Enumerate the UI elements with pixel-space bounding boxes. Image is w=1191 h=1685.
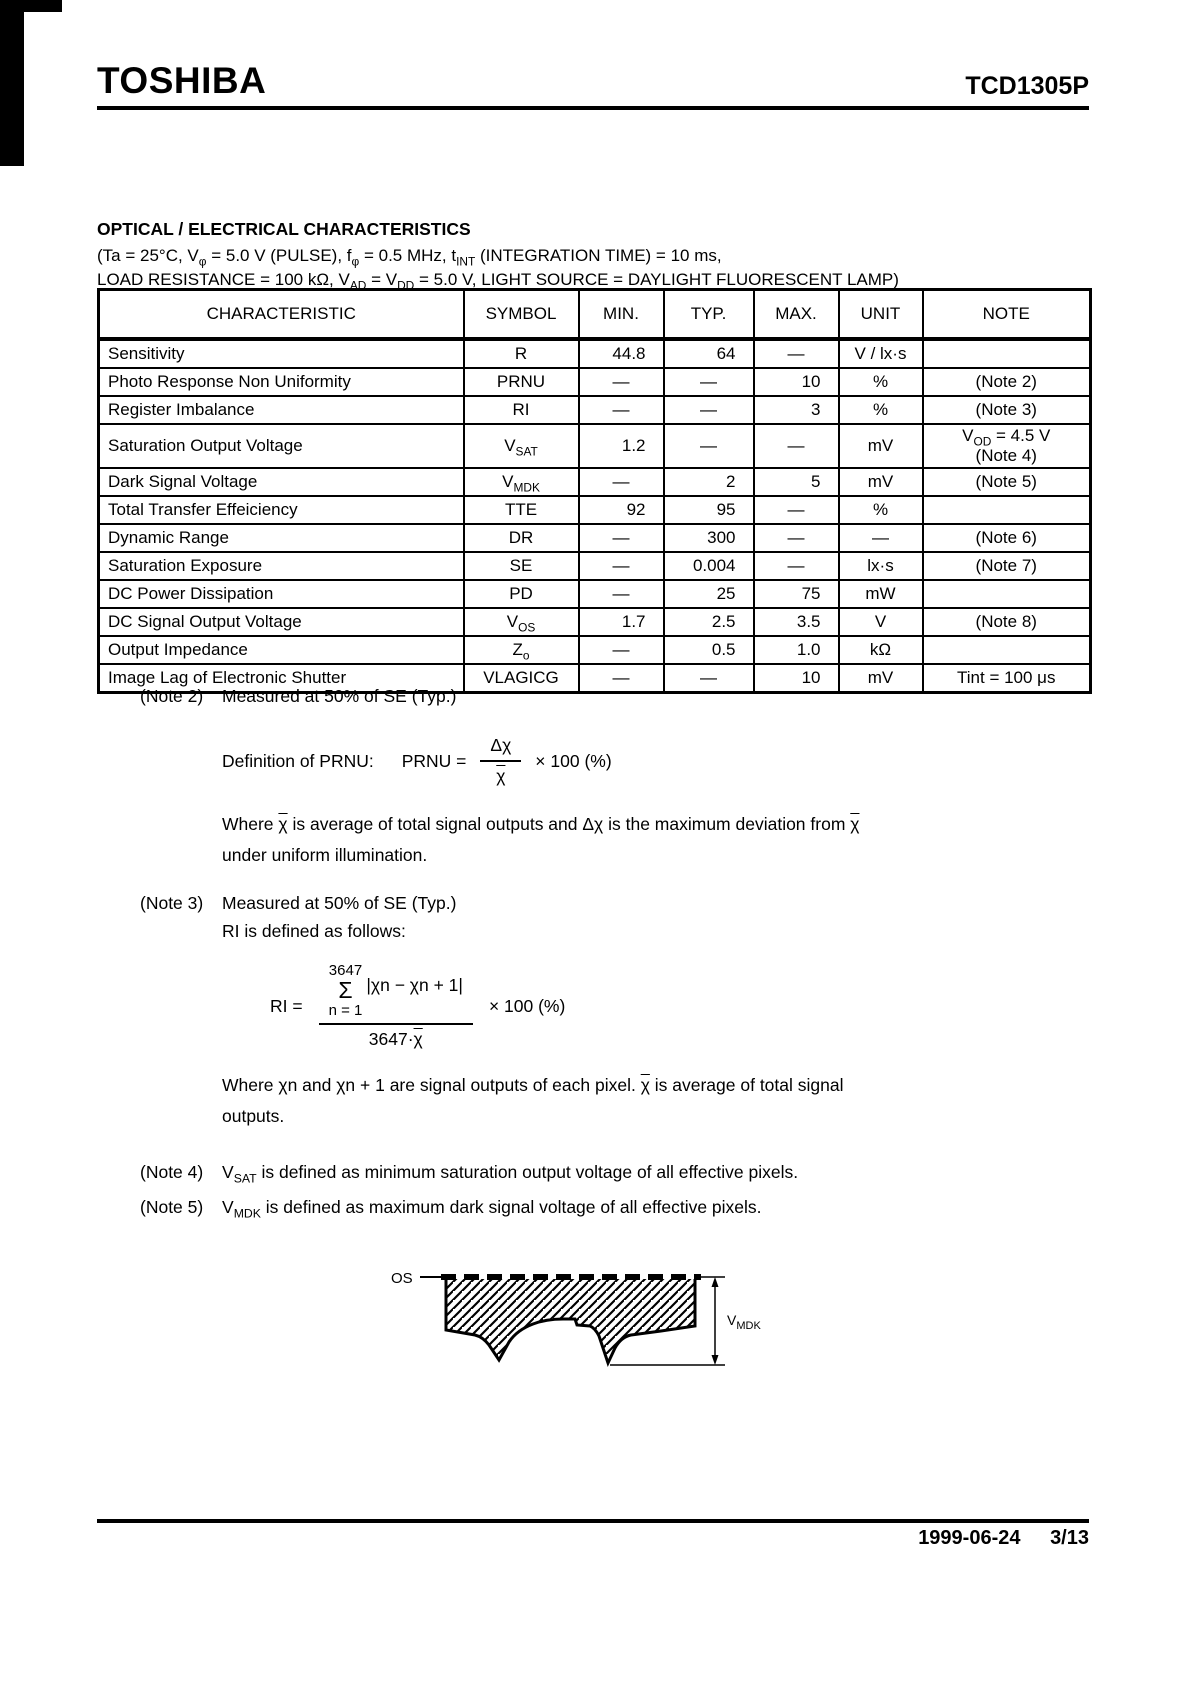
cell-typ: 95: [664, 496, 754, 524]
cell-unit: %: [839, 368, 923, 396]
sum-lower-limit: n = 1: [328, 1002, 363, 1019]
prnu-definition-label: Definition of PRNU:: [222, 750, 374, 771]
cell-min: —: [579, 468, 664, 496]
cell-symbol: PRNU: [464, 368, 579, 396]
ri-lhs: RI =: [270, 995, 303, 1016]
vmdk-waveform-diagram: [363, 1264, 793, 1394]
cell-note: (Note 5): [923, 468, 1091, 496]
prnu-suffix: × 100 (%): [535, 750, 612, 771]
sigma-icon: Σ: [338, 977, 353, 1003]
cell-min: 92: [579, 496, 664, 524]
cell-max: 3: [754, 396, 839, 424]
cell-note: (Note 2): [923, 368, 1091, 396]
cell-max: 5: [754, 468, 839, 496]
cell-characteristic: Total Transfer Effeiciency: [99, 496, 464, 524]
table-row: [99, 636, 1091, 664]
vmdk-diagram-svg: [363, 1264, 793, 1389]
cell-characteristic: Image Lag of Electronic Shutter: [99, 664, 464, 693]
cell-typ: 25: [664, 580, 754, 608]
cell-max: —: [754, 524, 839, 552]
prnu-where-line1: Where $\overline{\chi}$ is average of total signal outputs and Δχ is the maximum deviation from $\overline{\chi}$: [222, 814, 860, 834]
ri-where-line1: Where χn and χn + 1 are signal outputs of each pixel. $\overline{\chi}$ is average of total signal: [222, 1075, 844, 1095]
dark-signal-hatched-region: [446, 1279, 695, 1363]
prnu-denominator: χ: [480, 760, 521, 787]
cell-symbol: VLAGICG: [464, 664, 579, 693]
footer-page-number: 3/13: [1050, 1527, 1089, 1549]
characteristics-table: [97, 288, 1092, 694]
table-row: [99, 339, 1091, 368]
cell-typ: —: [664, 396, 754, 424]
table-header-unit: UNIT: [839, 290, 923, 340]
table-row: [99, 580, 1091, 608]
table-row: [99, 496, 1091, 524]
cell-characteristic: Photo Response Non Uniformity: [99, 368, 464, 396]
table-row: [99, 424, 1091, 468]
cell-min: —: [579, 636, 664, 664]
cell-unit: %: [839, 396, 923, 424]
cell-typ: 2.5: [664, 608, 754, 636]
brand-logo: TOSHIBA: [97, 60, 267, 101]
cell-typ: 2: [664, 468, 754, 496]
prnu-numerator: Δχ: [490, 735, 512, 755]
prnu-formula: [222, 735, 1089, 787]
cell-symbol: PD: [464, 580, 579, 608]
document-footer: [97, 1519, 1089, 1550]
summation: [329, 962, 363, 1019]
cell-note: Tint = 100 μs: [923, 664, 1091, 693]
cell-max: —: [754, 339, 839, 368]
table-row: [99, 524, 1091, 552]
ri-denominator: $3647\cdot\overline{\chi}$: [319, 1023, 473, 1050]
cell-symbol: $V_{MDK}$: [464, 468, 579, 496]
cell-unit: —: [839, 524, 923, 552]
cell-typ: 0.5: [664, 636, 754, 664]
cell-min: —: [579, 580, 664, 608]
cell-symbol: $V_{SAT}$: [464, 424, 579, 468]
cell-characteristic: Dark Signal Voltage: [99, 468, 464, 496]
table-header-symbol: SYMBOL: [464, 290, 579, 340]
cell-symbol: $Z_o$: [464, 636, 579, 664]
cell-unit: lx·s: [839, 552, 923, 580]
document-header: [97, 62, 1089, 110]
sum-upper-limit: 3647: [328, 962, 363, 979]
cell-min: —: [579, 552, 664, 580]
notes-section: [97, 678, 1089, 1221]
table-row: [99, 608, 1091, 636]
table-row: [99, 396, 1091, 424]
note-3-line1: Measured at 50% of SE (Typ.): [222, 893, 457, 913]
cell-typ: 64: [664, 339, 754, 368]
cell-note: [923, 496, 1091, 524]
cell-unit: V / lx·s: [839, 339, 923, 368]
note-3-text: [222, 893, 1089, 942]
cell-unit: mV: [839, 468, 923, 496]
ri-formula: [270, 962, 1089, 1050]
cell-characteristic: Output Impedance: [99, 636, 464, 664]
cell-note: $V_{OD} = 4.5$ V (Note 4): [923, 424, 1091, 468]
test-conditions-line1: (Ta = 25°C, $V_\varphi = 5.0$ V (PULSE), $f_\varphi = 0.5$ MHz, $t_{INT}$ (INTEGRATION TIME) = 10 ms,: [97, 246, 722, 269]
scan-artifact-vertical: [0, 0, 24, 166]
cell-min: 44.8: [579, 339, 664, 368]
table-row: [99, 468, 1091, 496]
cell-min: —: [579, 368, 664, 396]
scan-artifact-horizontal: [0, 0, 62, 12]
cell-unit: mV: [839, 664, 923, 693]
table-header-max: MAX.: [754, 290, 839, 340]
os-label: OS: [391, 1270, 413, 1287]
cell-unit: kΩ: [839, 636, 923, 664]
arrow-up-icon: [712, 1277, 719, 1287]
cell-characteristic: Dynamic Range: [99, 524, 464, 552]
prnu-where-line2: under uniform illumination.: [222, 845, 428, 865]
cell-typ: —: [664, 664, 754, 693]
sum-expression: |χn − χn + 1|: [366, 975, 463, 995]
cell-characteristic: Saturation Output Voltage: [99, 424, 464, 468]
note-3: [140, 893, 1089, 942]
cell-note: (Note 3): [923, 396, 1091, 424]
footer-date: 1999-06-24: [918, 1527, 1021, 1549]
ri-where-line2: outputs.: [222, 1106, 285, 1126]
note-4-label: (Note 4): [140, 1162, 204, 1182]
table-row: [99, 552, 1091, 580]
note-3-line2: RI is defined as follows:: [222, 921, 406, 941]
cell-max: 10: [754, 368, 839, 396]
ri-fraction: [319, 962, 473, 1050]
cell-unit: %: [839, 496, 923, 524]
cell-min: —: [579, 664, 664, 693]
prnu-lhs: PRNU =: [401, 750, 467, 771]
vmdk-label: $V_{MDK}$: [727, 1312, 761, 1332]
table-header-note: NOTE: [923, 290, 1091, 340]
cell-max: 75: [754, 580, 839, 608]
prnu-where-text: [222, 809, 1089, 871]
table-header-min: MIN.: [579, 290, 664, 340]
cell-characteristic: DC Power Dissipation: [99, 580, 464, 608]
cell-max: 10: [754, 664, 839, 693]
cell-symbol: TTE: [464, 496, 579, 524]
cell-characteristic: Sensitivity: [99, 339, 464, 368]
cell-max: 1.0: [754, 636, 839, 664]
cell-unit: V: [839, 608, 923, 636]
note-3-label: (Note 3): [140, 893, 204, 913]
cell-note: [923, 339, 1091, 368]
note-5: [140, 1197, 1089, 1221]
section-title: OPTICAL / ELECTRICAL CHARACTERISTICS: [97, 219, 471, 239]
cell-note: [923, 636, 1091, 664]
ri-numerator: [319, 962, 473, 1023]
note-2: [140, 686, 1089, 707]
note-4: [140, 1162, 1089, 1186]
cell-note: (Note 8): [923, 608, 1091, 636]
cell-unit: mV: [839, 424, 923, 468]
ri-suffix: × 100 (%): [488, 995, 566, 1016]
cell-min: 1.2: [579, 424, 664, 468]
cell-symbol: $V_{OS}$: [464, 608, 579, 636]
table-row: [99, 368, 1091, 396]
cell-typ: —: [664, 368, 754, 396]
cell-symbol: DR: [464, 524, 579, 552]
cell-min: 1.7: [579, 608, 664, 636]
cell-note: (Note 7): [923, 552, 1091, 580]
cell-max: 3.5: [754, 608, 839, 636]
note-2-label: (Note 2): [140, 686, 204, 706]
cell-symbol: RI: [464, 396, 579, 424]
cell-typ: 0.004: [664, 552, 754, 580]
cell-characteristic: Saturation Exposure: [99, 552, 464, 580]
test-conditions-line2: LOAD RESISTANCE = 100 kΩ, $V_{AD} = V_{DD} = 5.0$ V, LIGHT SOURCE = DAYLIGHT FLUORESCENT LAMP): [97, 270, 899, 293]
section-intro: [97, 217, 1107, 292]
cell-note: [923, 580, 1091, 608]
cell-typ: 300: [664, 524, 754, 552]
cell-max: —: [754, 424, 839, 468]
note-2-text: Measured at 50% of SE (Typ.): [222, 686, 457, 706]
prnu-fraction: [480, 735, 521, 787]
part-number: TCD1305P: [965, 72, 1089, 100]
cell-min: —: [579, 524, 664, 552]
cell-characteristic: Register Imbalance: [99, 396, 464, 424]
table-body: [99, 339, 1091, 693]
cell-unit: mW: [839, 580, 923, 608]
cell-min: —: [579, 396, 664, 424]
table-header-row: [99, 290, 1091, 340]
note-5-text: $V_{MDK}$ is defined as maximum dark signal voltage of all effective pixels.: [222, 1197, 762, 1221]
note-5-label: (Note 5): [140, 1197, 204, 1217]
arrow-down-icon: [712, 1355, 719, 1365]
cell-note: (Note 6): [923, 524, 1091, 552]
cell-characteristic: DC Signal Output Voltage: [99, 608, 464, 636]
cell-symbol: R: [464, 339, 579, 368]
cell-symbol: SE: [464, 552, 579, 580]
cell-max: —: [754, 496, 839, 524]
cell-max: —: [754, 552, 839, 580]
cell-typ: —: [664, 424, 754, 468]
table-header-characteristic: CHARACTERISTIC: [99, 290, 464, 340]
table-header-typ: TYP.: [664, 290, 754, 340]
ri-where-text: [222, 1070, 1089, 1132]
note-4-text: $V_{SAT}$ is defined as minimum saturation output voltage of all effective pixels.: [222, 1162, 799, 1186]
